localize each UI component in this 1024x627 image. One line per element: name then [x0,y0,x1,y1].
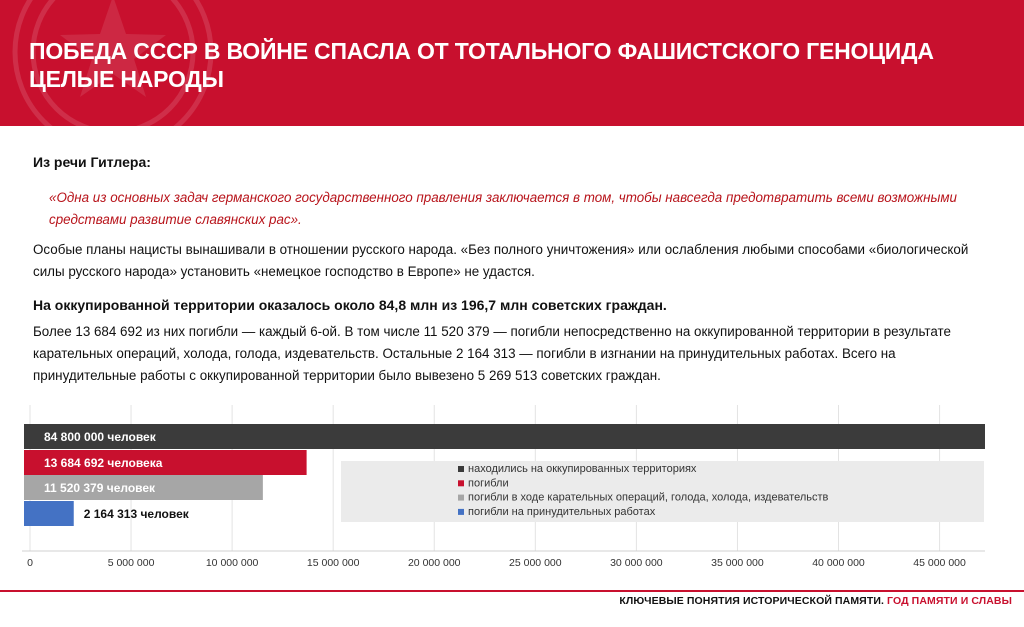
x-tick-label: 35 000 000 [711,557,764,569]
x-tick-label: 25 000 000 [509,557,562,569]
legend-label: находились на оккупированных территориях [468,463,697,475]
x-tick-label: 45 000 000 [913,557,966,569]
paragraph-plans: Особые планы нацисты вынашивали в отношении русского народа. «Без полного уничтожения» или ослабления любыми способами «биологической силы русского народа» установить «немецкое господство в Европе» не удастся. [33,242,969,279]
footer-accent: ГОД ПАМЯТИ И СЛАВЫ [887,595,1012,607]
bar-value-label: 13 684 692 человека [44,456,163,470]
legend-label: погибли [468,477,509,490]
paragraph-casualties: Более 13 684 692 из них погибли — каждый 6-ой. В том числе 11 520 379 — погибли непосредственно на оккупированной территории в результате карательных операций, холода, голода, издевательств. Остальные 2 164 313 — погибли в изгнании на принудительных работах. Всего на принудительные работы с оккупированной территории было вывезено 5 269 513 советских граждан. [33,324,951,383]
page-title: ПОБЕДА СССР В ВОЙНЕ СПАСЛА ОТ ТОТАЛЬНОГО ФАШИСТСКОГО ГЕНОЦИДА ЦЕЛЫЕ НАРОДЫ [29,38,934,92]
bar [24,424,985,449]
legend-swatch [458,480,464,486]
footer-caption [619,595,1012,607]
legend-swatch [458,466,464,472]
legend-label: погибли на принудительных работах [468,505,656,518]
casualties-bar-chart [0,405,1024,580]
x-tick-label: 10 000 000 [205,557,259,569]
x-tick-label: 5 000 000 [107,557,155,569]
footer [0,590,1024,627]
x-tick-label: 15 000 000 [306,557,360,569]
bar [24,501,74,526]
legend-swatch [458,509,464,515]
bar-value-label: 11 520 379 человек [44,481,156,495]
hitler-quote: «Одна из основных задач германского государственного правления заключается в том, чтобы навсегда предотвратить всеми возможными средствами развитие славянских рас». [49,190,957,227]
legend-label: погибли в ходе карательных операций, голода, холода, издевательств [468,491,829,504]
bar-value-label: 84 800 000 человек [44,430,156,444]
speech-label: Из речи Гитлера: [33,154,151,170]
footer-divider [0,590,1024,592]
occupied-territory-highlight: На оккупированной территории оказалось около 84,8 млн из 196,7 млн советских граждан. [33,297,667,313]
header-banner [0,0,1024,126]
x-tick-label: 40 000 000 [812,557,865,569]
bar-value-label: 2 164 313 человек [83,507,189,521]
legend-swatch [458,495,464,501]
footer-text: КЛЮЧЕВЫЕ ПОНЯТИЯ ИСТОРИЧЕСКОЙ ПАМЯТИ. [619,595,885,607]
x-tick-label: 20 000 000 [407,557,461,569]
x-tick-label: 0 [27,557,33,569]
x-tick-label: 30 000 000 [610,557,663,569]
